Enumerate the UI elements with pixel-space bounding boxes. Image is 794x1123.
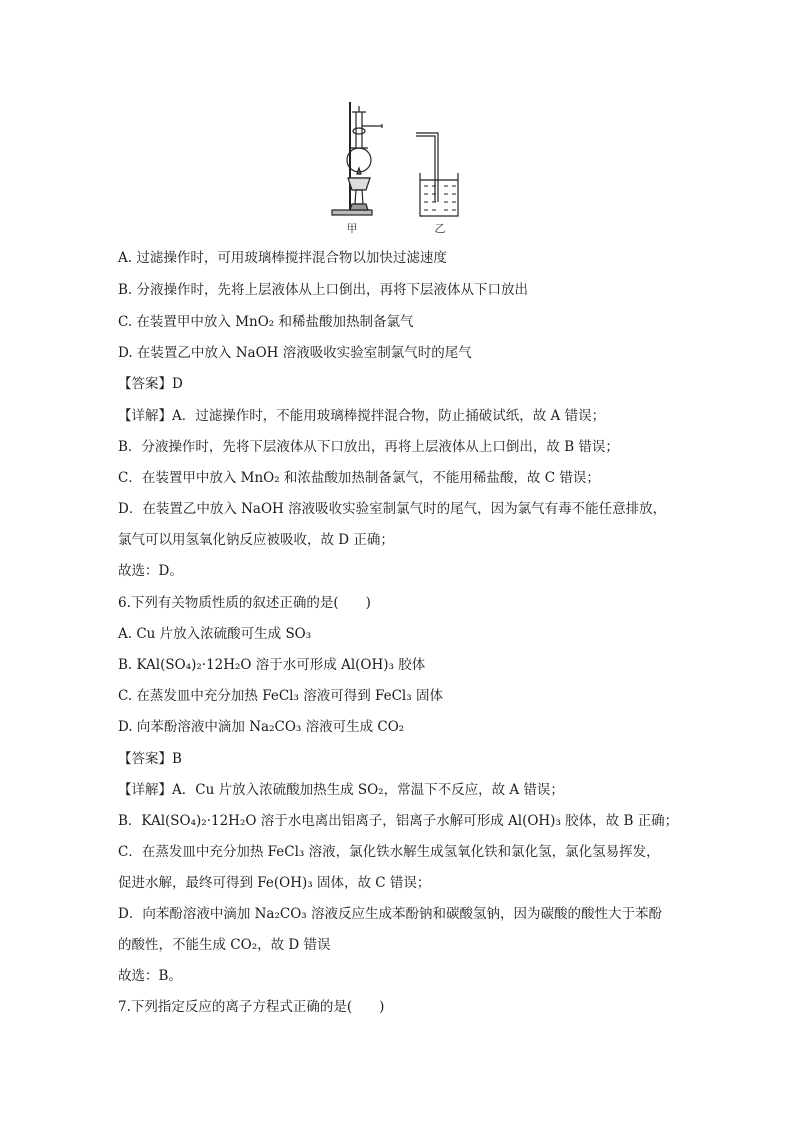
apparatus-diagram <box>330 98 470 238</box>
q5-answer: 【答案】D <box>118 376 183 392</box>
q5-option-b: B. 分液操作时，先将上层液体从上口倒出，再将下层液体从下口放出 <box>118 282 529 298</box>
q6-detail-3: C．在蒸发皿中充分加热 FeCl₃ 溶液，氯化铁水解生成氢氧化铁和氯化氢，氯化氢易挥发， <box>118 844 660 860</box>
q5-detail-3: C．在装置甲中放入 MnO₂ 和浓盐酸加热制备氯气，不能用稀盐酸，故 C 错误； <box>118 470 600 486</box>
q5-option-c: C. 在装置甲中放入 MnO₂ 和稀盐酸加热制备氯气 <box>118 314 414 330</box>
apparatus-jia <box>332 102 382 215</box>
q5-option-d: D. 在装置乙中放入 NaOH 溶液吸收实验室制氯气时的尾气 <box>118 345 472 361</box>
apparatus-figure <box>330 98 470 238</box>
q7-stem: 7.下列指定反应的离子方程式正确的是( ) <box>118 999 385 1015</box>
q6-option-a: A. Cu 片放入浓硫酸可生成 SO₃ <box>118 626 312 642</box>
q6-option-b: B. KAl(SO₄)₂·12H₂O 溶于水可形成 Al(OH)₃ 胶体 <box>118 657 426 673</box>
label-yi: 乙 <box>434 222 446 235</box>
apparatus-yi <box>416 133 458 216</box>
q6-option-d: D. 向苯酚溶液中滴加 Na₂CO₃ 溶液可生成 CO₂ <box>118 719 405 735</box>
q5-detail-2: B．分液操作时，先将下层液体从下口放出，再将上层液体从上口倒出，故 B 错误； <box>118 439 619 455</box>
q5-detail-1: 【详解】A．过滤操作时，不能用玻璃棒搅拌混合物，防止捅破试纸，故 A 错误； <box>118 408 606 424</box>
q6-detail-5: D．向苯酚溶液中滴加 Na₂CO₃ 溶液反应生成苯酚钠和碳酸氢钠，因为碳酸的酸性大于苯酚 <box>118 906 662 922</box>
label-jia: 甲 <box>346 222 358 235</box>
q6-detail-6: 的酸性，不能生成 CO₂，故 D 错误 <box>118 937 331 953</box>
q6-choose: 故选：B。 <box>118 968 182 984</box>
q5-option-a: A. 过滤操作时，可用玻璃棒搅拌混合物以加快过滤速度 <box>118 250 447 266</box>
q5-detail-4: D．在装置乙中放入 NaOH 溶液吸收实验室制氯气时的尾气，因为氯气有毒不能任意排放， <box>118 501 667 517</box>
q6-detail-1: 【详解】A．Cu 片放入浓硫酸加热生成 SO₂，常温下不反应，故 A 错误； <box>118 782 564 798</box>
q6-detail-4: 促进水解，最终可得到 Fe(OH)₃ 固体，故 C 错误； <box>118 875 431 891</box>
q6-answer: 【答案】B <box>118 751 182 767</box>
q6-option-c: C. 在蒸发皿中充分加热 FeCl₃ 溶液可得到 FeCl₃ 固体 <box>118 688 443 704</box>
q6-detail-2: B．KAl(SO₄)₂·12H₂O 溶于水电离出铝离子，铝离子水解可形成 Al(OH)₃ 胶体，故 B 正确； <box>118 813 679 829</box>
q5-choose: 故选：D。 <box>118 563 183 579</box>
q6-stem: 6.下列有关物质性质的叙述正确的是( ) <box>118 595 371 611</box>
q5-detail-5: 氯气可以用氢氧化钠反应被吸收，故 D 正确； <box>118 532 394 548</box>
